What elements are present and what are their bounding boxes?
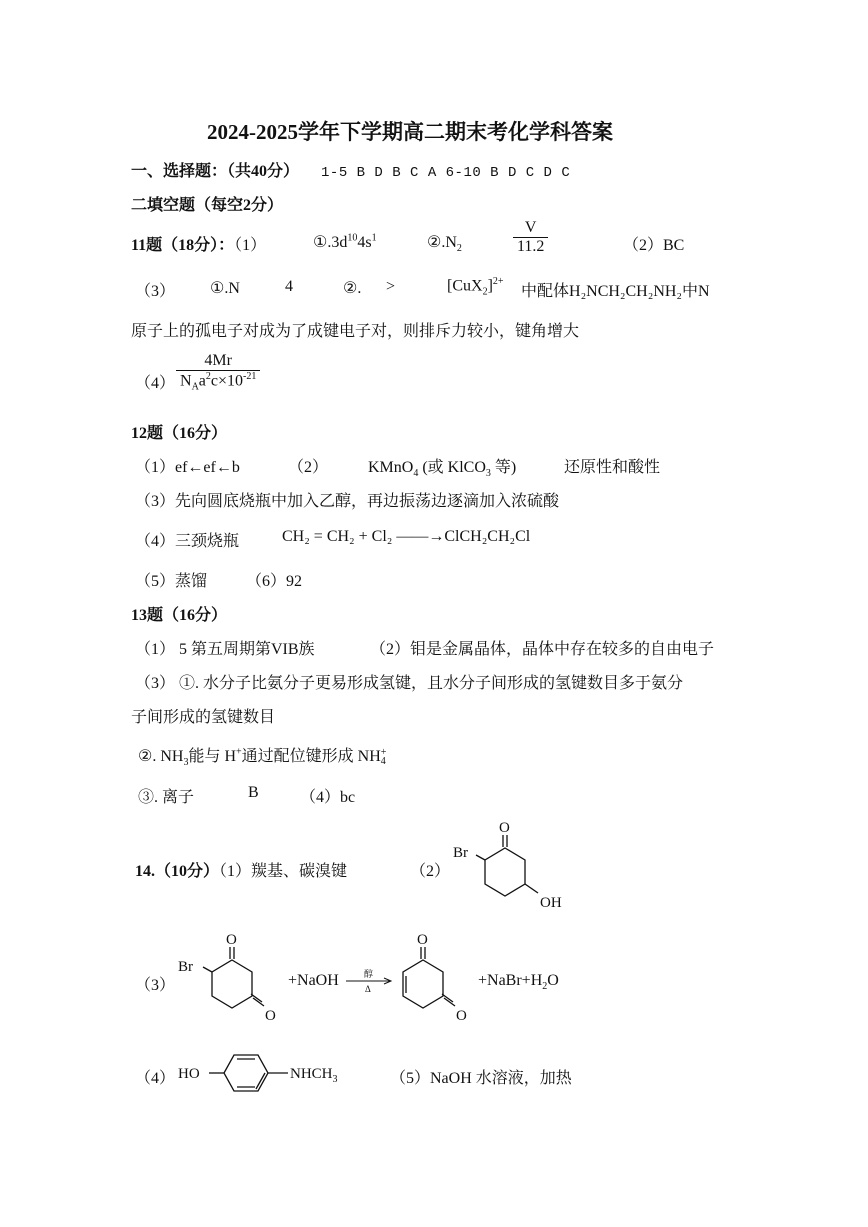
q12-line5-b: （6）92 (246, 573, 303, 590)
svg-text:O: O (499, 820, 510, 836)
q12-line3: （3）先向圆底烧瓶中加入乙醇，再边振荡边逐滴加入浓硫酸 (135, 493, 560, 510)
q13-line1-a: （1） 5 第五周期第VIB族 (135, 641, 315, 658)
q11-part2: （2）BC (623, 237, 685, 254)
section-choice-heading: 一、选择题：（共40分） (131, 163, 300, 180)
q11-part4-label: （4） (135, 375, 176, 392)
q13-heading: 13题（16分） (131, 607, 228, 624)
q13-line1-b: （2）钼是金属晶体，晶体中存在较多的自由电子 (370, 641, 715, 658)
q11-line1 (131, 232, 266, 255)
svg-text:O: O (265, 1008, 276, 1024)
svg-text:醇: 醇 (364, 969, 374, 979)
svg-text:Br: Br (178, 959, 193, 975)
q13-line2: （3） ①. 水分子比氨分子更易形成氢键，且水分子间形成的氢键数目多于氨分 (135, 675, 684, 692)
q13-line5-c: （4）bc (300, 789, 356, 806)
q11-part3-d: > (386, 278, 396, 295)
q11-part3-line2: 原子上的孤电子对成为了成键电子对，则排斥力较小，键角增大 (131, 323, 580, 340)
q11-part3-b: 4 (285, 278, 293, 295)
q11-part4-fraction: $\frac{4Mr}{N_Aa^2c\times 10^{-21}}$ (176, 352, 260, 393)
q13-line5-a: ③. 离子 (138, 789, 195, 806)
section-choice (131, 158, 570, 181)
q11-part3-c: ②. (343, 280, 362, 297)
q11-heading: 11题（18分）： (131, 237, 235, 254)
svg-text:OH: OH (540, 895, 562, 911)
q14-products-text: $+NaBr+H_2O$ (478, 972, 559, 993)
q14-reagent-naoh: +NaOH (288, 972, 339, 989)
q12-line1-b: （2） (288, 459, 329, 476)
svg-text:NHCH3: $NHCH_3$ (290, 1066, 338, 1085)
q12-heading: 12题（16分） (131, 425, 228, 442)
q12-line1-f: 还原性和酸性 (564, 459, 661, 476)
q11-part3-complex: $[CuX_2]^{2+}$ (447, 276, 504, 298)
page-title: 2024-2025学年下学期高二期末考化学科答案 (207, 120, 613, 144)
svg-text:Br: Br (453, 845, 468, 861)
svg-text:HO: HO (178, 1066, 200, 1082)
q13-line4: ②. $NH_3$能与 H+通过配位键形成 NH + 4 (138, 746, 387, 769)
q14-part2-label: （2） (410, 863, 451, 880)
section-fill-heading: 二填空题（每空2分） (131, 197, 284, 214)
q14-line1: 14.（10分）（1）羰基、碳溴键 (135, 863, 348, 880)
q12-line4-b: CH₂ = CH₂ + Cl₂ ——→ClCH₂CH₂Cl (282, 528, 531, 545)
q12-line1-a: （1）ef←ef←b (135, 459, 240, 476)
q11-fraction: $\frac{V}{11.2}$ (513, 219, 548, 256)
q12-line4-a: （4）三颈烧瓶 (135, 533, 240, 550)
svg-text:O: O (456, 1008, 467, 1024)
svg-text:Δ: Δ (365, 984, 371, 994)
q11-part1-label: （1） (234, 237, 267, 254)
q14-part4-structure (176, 1045, 366, 1100)
q13-line5-b: B (248, 784, 259, 801)
svg-text:O: O (226, 932, 237, 948)
q12-line5-a: （5）蒸馏 (135, 573, 208, 590)
q14-part5: （5）NaOH 水溶液，加热 (390, 1070, 572, 1087)
q14-part3-label: （3） (135, 977, 176, 994)
q11-answer-2: $②.N_2$ (427, 234, 462, 255)
q12-line1-c: KMnO$_4$ (或 KlCO$_3$ 等) (368, 459, 517, 480)
svg-text:O: O (417, 932, 428, 948)
q13-line3: 子间形成的氢键数目 (131, 709, 276, 726)
q11-answer-1: $①.3d^{10}4s^1$ (313, 232, 377, 251)
q14-part2-structure (440, 815, 580, 915)
q14-part3-reactant (170, 930, 290, 1030)
q11-part3-a: ①.N (210, 280, 240, 297)
q11-part3-label: （3） (135, 283, 176, 300)
q11-part3-text: 中配体H₂NCH₂CH₂NH₂中N (521, 283, 710, 300)
q14-heading: 14.（10分） (135, 863, 220, 880)
q14-part4-label: （4） (135, 1070, 176, 1087)
choice-answers: 1-5 B D B C A 6-10 B D C D C (321, 165, 571, 181)
